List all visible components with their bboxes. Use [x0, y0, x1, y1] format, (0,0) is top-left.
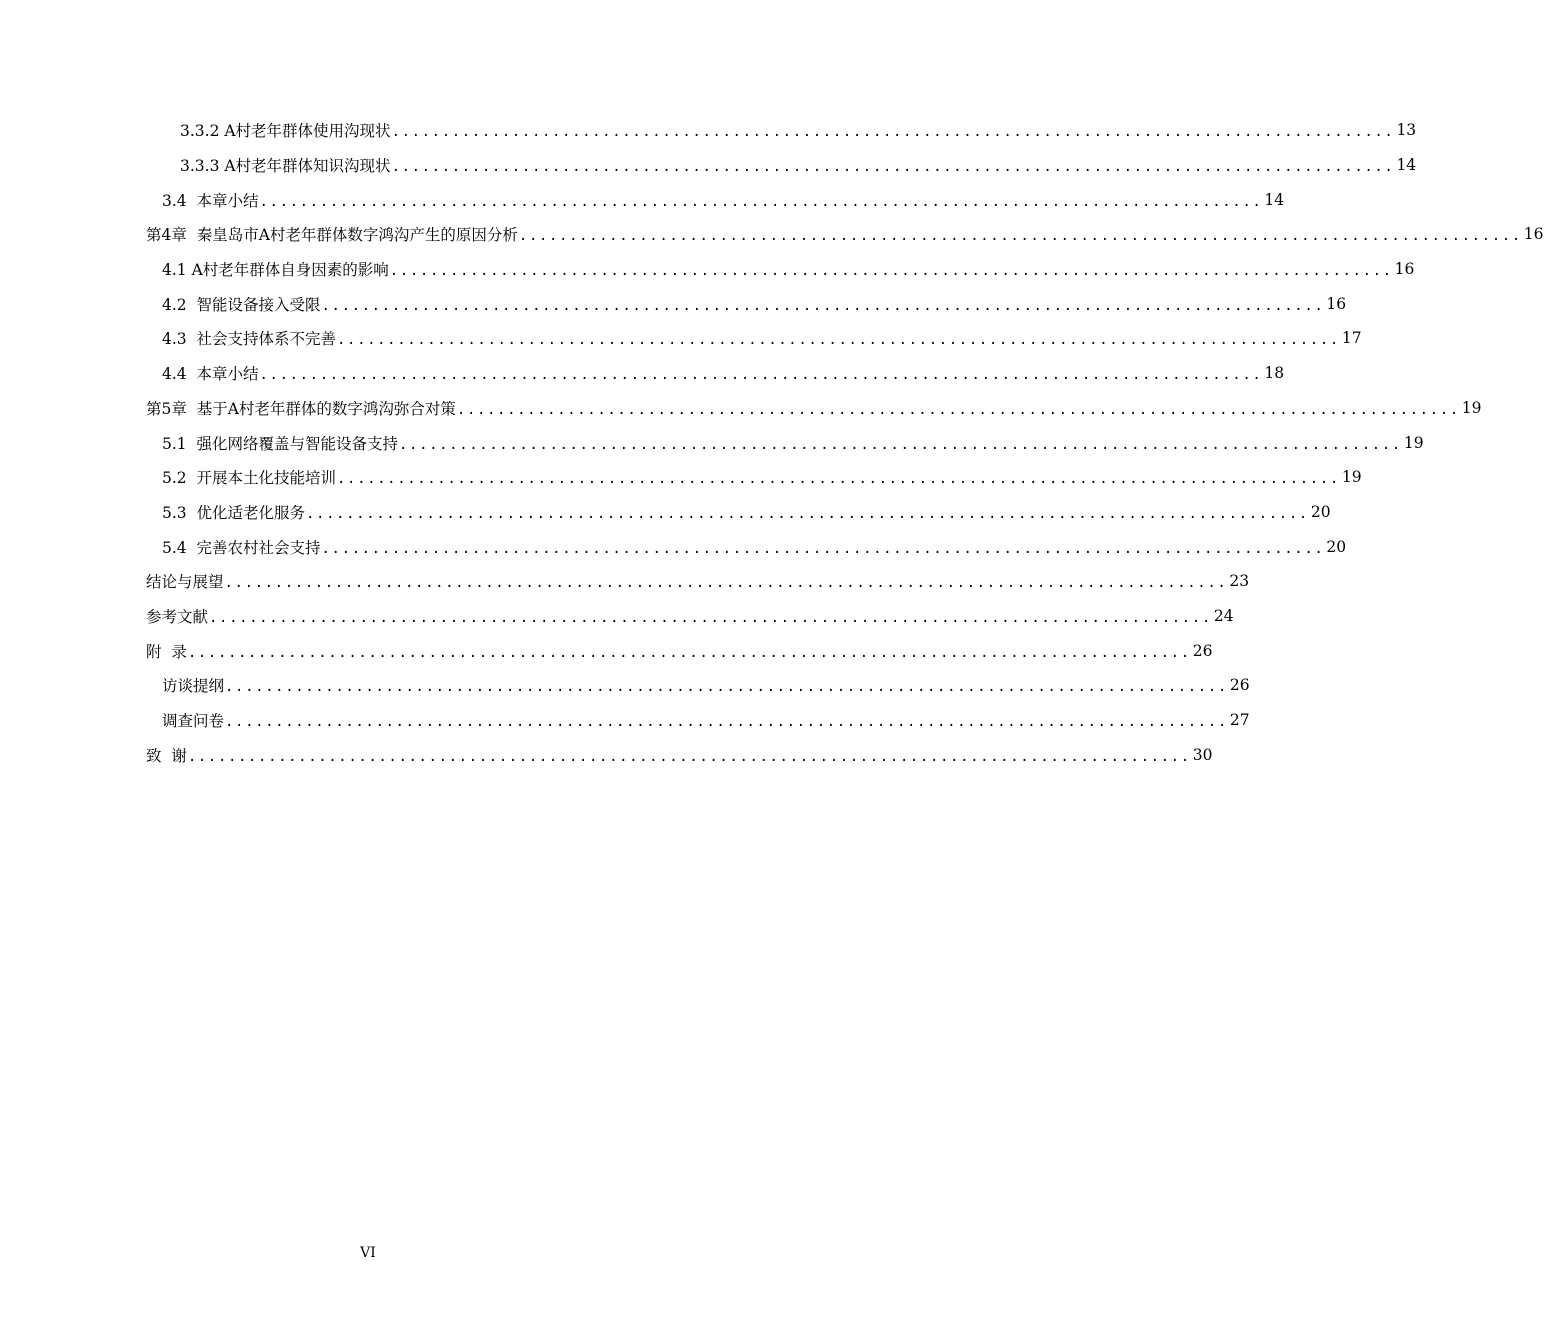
dot-leader: ....................................................................................................: [321, 297, 1325, 314]
toc-entry-title: 5.4 完善农村社会支持: [162, 538, 321, 557]
toc-entry[interactable]: [0, 737, 1213, 772]
toc-entry[interactable]: [0, 182, 1285, 217]
toc-entry-page: 19: [1403, 433, 1424, 452]
toc-entry-page: 16: [1523, 225, 1544, 244]
toc-entry-title: 4.1 A村老年群体自身因素的影响: [162, 261, 389, 280]
toc-entry[interactable]: [0, 460, 1362, 495]
toc-entry-title: 5.1 强化网络覆盖与智能设备支持: [162, 434, 399, 453]
dot-leader: ....................................................................................................: [187, 748, 1191, 765]
dot-leader: ....................................................................................................: [209, 609, 1212, 626]
dot-leader: ....................................................................................................: [391, 159, 1395, 176]
toc-entry[interactable]: [0, 286, 1347, 321]
toc-entry-page: 26: [1229, 676, 1250, 695]
toc-entry-title: 第5章 基于A村老年群体的数字鸿沟弥合对策: [146, 399, 456, 418]
toc-entry[interactable]: [0, 425, 1424, 460]
toc-entry[interactable]: [0, 252, 1415, 287]
toc-entry-title: 参考文献: [146, 607, 209, 626]
dot-leader: ....................................................................................................: [389, 263, 1393, 280]
toc-entry-page: 26: [1192, 641, 1213, 660]
toc-entry-title: 致 谢: [146, 746, 187, 765]
table-of-contents: [0, 113, 1544, 772]
toc-entry-title: 第4章 秦皇岛市A村老年群体数字鸿沟产生的原因分析: [146, 226, 518, 245]
dot-leader: ....................................................................................................: [187, 644, 1191, 661]
toc-entry-page: 30: [1192, 745, 1213, 764]
toc-entry-page: 14: [1396, 156, 1417, 175]
toc-entry[interactable]: [0, 633, 1213, 668]
toc-entry-title: 结论与展望: [146, 573, 224, 592]
toc-entry-title: 访谈提纲: [162, 677, 225, 696]
toc-entry[interactable]: [0, 391, 1482, 426]
dot-leader: ....................................................................................................: [337, 332, 1340, 349]
toc-entry[interactable]: [0, 703, 1250, 738]
dot-leader: ....................................................................................................: [337, 471, 1340, 488]
toc-entry[interactable]: [0, 148, 1417, 183]
toc-entry-title: 3.3.3 A村老年群体知识沟现状: [180, 157, 391, 176]
page-number: VI: [360, 1245, 376, 1261]
toc-entry-page: 23: [1229, 572, 1250, 591]
toc-entry-page: 27: [1229, 711, 1250, 730]
dot-leader: ....................................................................................................: [224, 575, 1228, 592]
toc-entry-title: 调查问卷: [162, 712, 225, 731]
toc-entry[interactable]: [0, 599, 1234, 634]
toc-entry-page: 19: [1461, 398, 1482, 417]
dot-leader: ....................................................................................................: [456, 401, 1460, 418]
toc-entry-title: 5.2 开展本土化技能培训: [162, 469, 337, 488]
dot-leader: ....................................................................................................: [399, 436, 1402, 453]
toc-entry-title: 4.3 社会支持体系不完善: [162, 330, 337, 349]
dot-leader: ....................................................................................................: [321, 540, 1325, 557]
toc-entry-page: 18: [1264, 364, 1285, 383]
dot-leader: ....................................................................................................: [225, 714, 1228, 731]
toc-entry[interactable]: [0, 321, 1362, 356]
toc-entry[interactable]: [0, 564, 1250, 599]
dot-leader: ....................................................................................................: [259, 367, 1263, 384]
toc-entry-title: 4.4 本章小结: [162, 365, 259, 384]
toc-entry-page: 20: [1326, 537, 1347, 556]
toc-entry[interactable]: [0, 668, 1250, 703]
toc-entry-page: 19: [1341, 468, 1362, 487]
toc-entry-page: 20: [1310, 502, 1331, 521]
toc-entry-page: 24: [1213, 606, 1234, 625]
toc-entry-title: 4.2 智能设备接入受限: [162, 295, 321, 314]
dot-leader: ....................................................................................................: [225, 679, 1228, 696]
toc-entry[interactable]: [0, 356, 1285, 391]
dot-leader: ....................................................................................................: [518, 228, 1522, 245]
toc-entry[interactable]: [0, 495, 1331, 530]
toc-entry-page: 14: [1264, 190, 1285, 209]
dot-leader: ....................................................................................................: [306, 505, 1309, 522]
dot-leader: ....................................................................................................: [259, 193, 1263, 210]
toc-entry[interactable]: [0, 217, 1544, 252]
toc-entry-title: 5.3 优化适老化服务: [162, 503, 306, 522]
dot-leader: ....................................................................................................: [391, 124, 1395, 141]
toc-entry-page: 16: [1394, 260, 1415, 279]
toc-entry-page: 16: [1326, 294, 1347, 313]
toc-entry-title: 3.4 本章小结: [162, 191, 259, 210]
toc-entry-title: 3.3.2 A村老年群体使用沟现状: [180, 122, 391, 141]
toc-entry-page: 17: [1341, 329, 1362, 348]
toc-entry-page: 13: [1396, 121, 1417, 140]
toc-entry[interactable]: [0, 113, 1417, 148]
toc-entry[interactable]: [0, 529, 1347, 564]
toc-entry-title: 附 录: [146, 642, 187, 661]
